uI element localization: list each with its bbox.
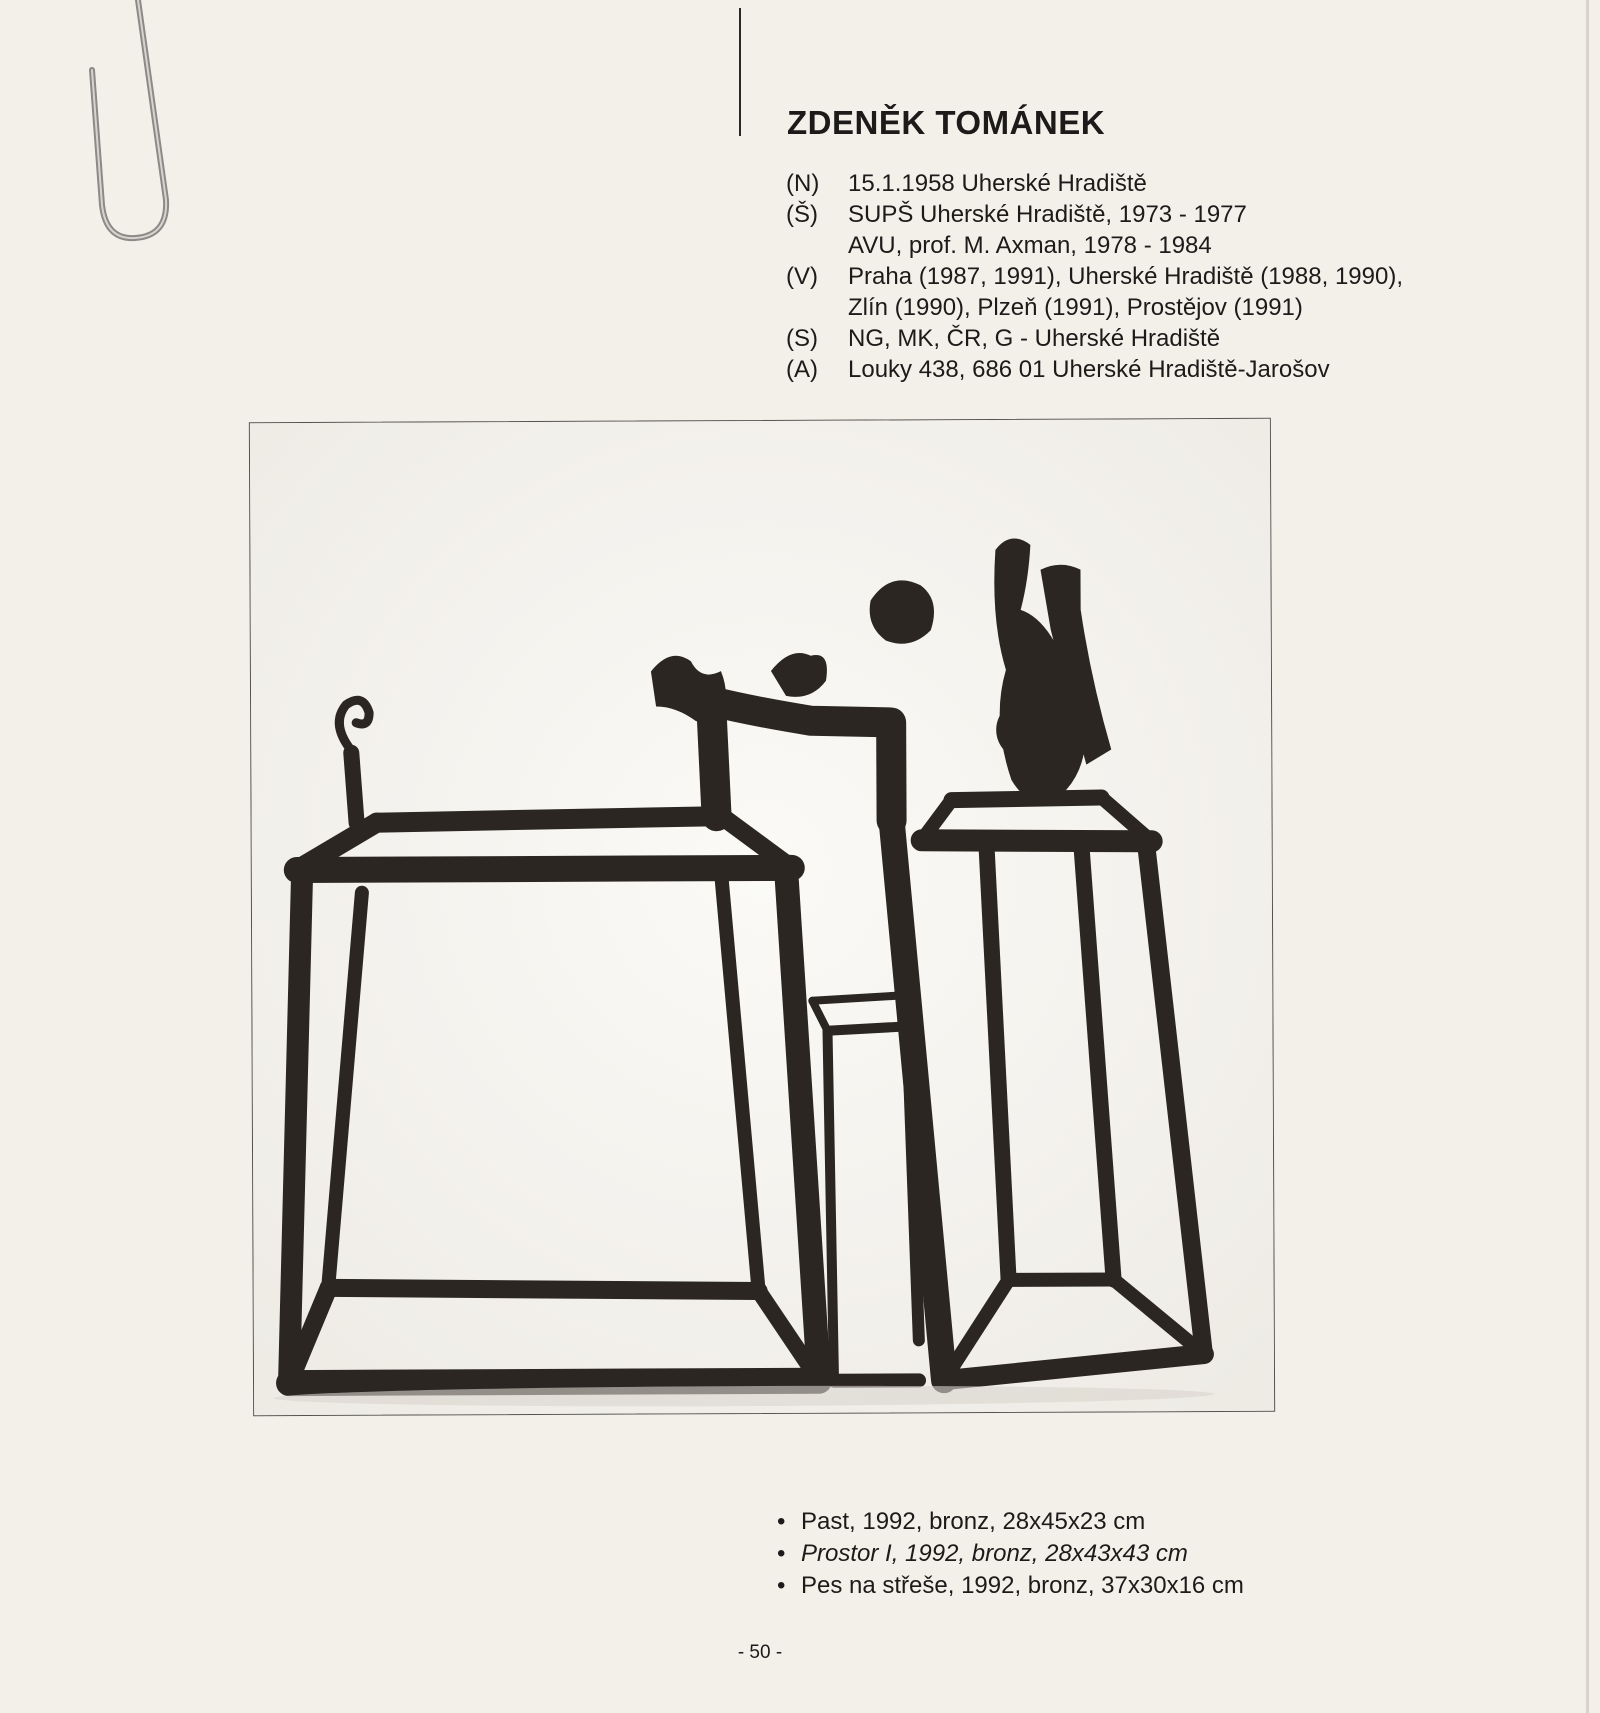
bio-value: SUPŠ Uherské Hradiště, 1973 - 1977 bbox=[848, 201, 1247, 228]
bio-row bbox=[786, 199, 1403, 230]
caption-item bbox=[777, 1506, 1244, 1538]
paper-clip-icon bbox=[80, 0, 190, 250]
bio-key: (Š) bbox=[786, 201, 818, 228]
bio-row bbox=[786, 323, 1403, 354]
bio-row bbox=[786, 292, 1403, 323]
bio-key: (S) bbox=[786, 325, 818, 352]
bio-value: Praha (1987, 1991), Uherské Hradiště (1988, 1990), bbox=[848, 263, 1403, 290]
artist-bio bbox=[786, 168, 1403, 385]
bio-key: (N) bbox=[786, 170, 820, 197]
bio-row bbox=[786, 230, 1403, 261]
caption-text: Prostor I, 1992, bronz, 28x43x43 cm bbox=[801, 1540, 1188, 1567]
captions-list bbox=[777, 1506, 1244, 1602]
caption-text: Past, 1992, bronz, 28x45x23 cm bbox=[801, 1508, 1146, 1535]
sculpture-photo bbox=[249, 418, 1275, 1416]
vertical-divider bbox=[739, 8, 741, 136]
bio-value: NG, MK, ČR, G - Uherské Hradiště bbox=[848, 325, 1221, 352]
bio-key: (V) bbox=[786, 263, 818, 290]
caption-bullet: • bbox=[777, 1572, 786, 1599]
bio-value: 15.1.1958 Uherské Hradiště bbox=[848, 170, 1147, 197]
caption-bullet: • bbox=[777, 1540, 786, 1567]
bio-key bbox=[786, 292, 848, 323]
bio-row bbox=[786, 261, 1403, 292]
bio-row bbox=[786, 168, 1403, 199]
caption-item bbox=[777, 1570, 1244, 1602]
bio-row bbox=[786, 354, 1403, 385]
caption-text: Pes na střeše, 1992, bronz, 37x30x16 cm bbox=[801, 1572, 1244, 1599]
artist-name: ZDENĚK TOMÁNEK bbox=[787, 104, 1106, 141]
bio-key bbox=[786, 230, 848, 261]
bio-key: (A) bbox=[786, 356, 818, 383]
caption-bullet: • bbox=[777, 1508, 786, 1535]
bio-value: Louky 438, 686 01 Uherské Hradiště-Jarošov bbox=[848, 356, 1330, 383]
page-number: - 50 - bbox=[737, 1642, 783, 1663]
bio-value: Zlín (1990), Plzeň (1991), Prostějov (1991) bbox=[848, 294, 1303, 321]
sculpture-image bbox=[250, 419, 1274, 1415]
caption-item bbox=[777, 1538, 1244, 1570]
bio-value: AVU, prof. M. Axman, 1978 - 1984 bbox=[848, 232, 1212, 259]
page-edge bbox=[1586, 0, 1589, 1713]
